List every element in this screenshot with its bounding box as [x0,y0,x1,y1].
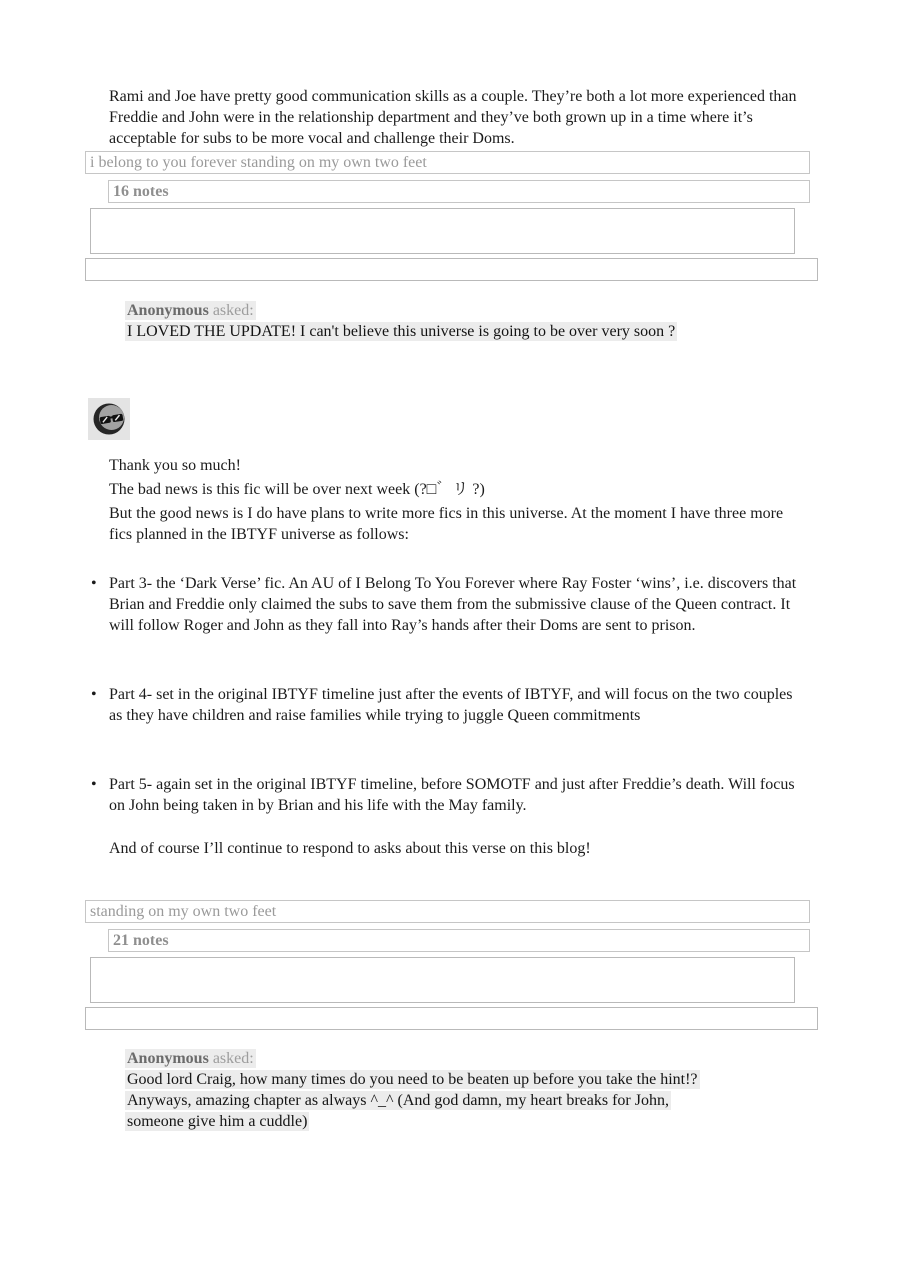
ask-header [125,300,703,321]
empty-embed-frame [85,1007,818,1030]
ask-question: Good lord Craig, how many times do you need to be beaten up before you take the hint!? Anyways, amazing chapter as always ^_^ (And god damn, my heart breaks for John, someone give him a cuddle) [127,1071,698,1130]
ask-header [125,1048,703,1069]
answer-body [109,455,797,859]
ask-question: I LOVED THE UPDATE! I can't believe this universe is going to be over very soon ? [127,323,676,340]
list-item: • Part 3- the ‘Dark Verse’ fic. An AU of I Belong To You Forever where Ray Foster ‘wins’, i.e. discovers that Brian and Freddie only claimed the subs to save them from the submissive clause of the Queen contract. It will follow Roger and John as they fall into Ray’s hands after their Doms are sent to prison. [109,573,797,636]
empty-embed-frame [90,957,795,1003]
list-item: • Part 5- again set in the original IBTYF timeline, before SOMOTF and just after Freddie’s death. Will focus on John being taken in by Brian and his life with the May family. [109,774,797,816]
answer-closing: And of course I’ll continue to respond to asks about this verse on this blog! [109,840,591,857]
tags-link[interactable]: i belong to you forever standing on my own two feet [85,151,810,174]
avatar[interactable] [88,398,130,440]
answer-paragraph: Thank you so much! [109,457,241,474]
empty-embed-frame [85,258,818,281]
planned-fics-list [109,573,797,816]
empty-embed-frame [90,208,795,254]
asked-label: asked: [212,1050,254,1067]
post-paragraph: Rami and Joe have pretty good communication skills as a couple. They’re both a lot more experienced than Freddie and John were in the relationship department and they’ve both grown up in a time where it’s acceptable for subs to be more vocal and challenge their Doms. [109,88,797,147]
ask-block [125,300,703,342]
asker-name: Anonymous [127,1050,209,1067]
ask-block [125,1048,703,1132]
sunglasses-face-icon [91,401,127,437]
notes-count-link[interactable]: 21 notes [108,929,810,952]
notes-count-link[interactable]: 16 notes [108,180,810,203]
asker-name: Anonymous [127,302,209,319]
tags-link[interactable]: standing on my own two feet [85,900,810,923]
answer-paragraph: But the good news is I do have plans to write more fics in this universe. At the moment I have three more fics planned in the IBTYF universe as follows: [109,505,784,543]
asked-label: asked: [212,302,254,319]
answer-paragraph: The bad news is this fic will be over next week (?□゛リ ?) [109,481,485,498]
list-item: • Part 4- set in the original IBTYF timeline just after the events of IBTYF, and will focus on the two couples as they have children and raise families while trying to juggle Queen commitments [109,684,797,726]
